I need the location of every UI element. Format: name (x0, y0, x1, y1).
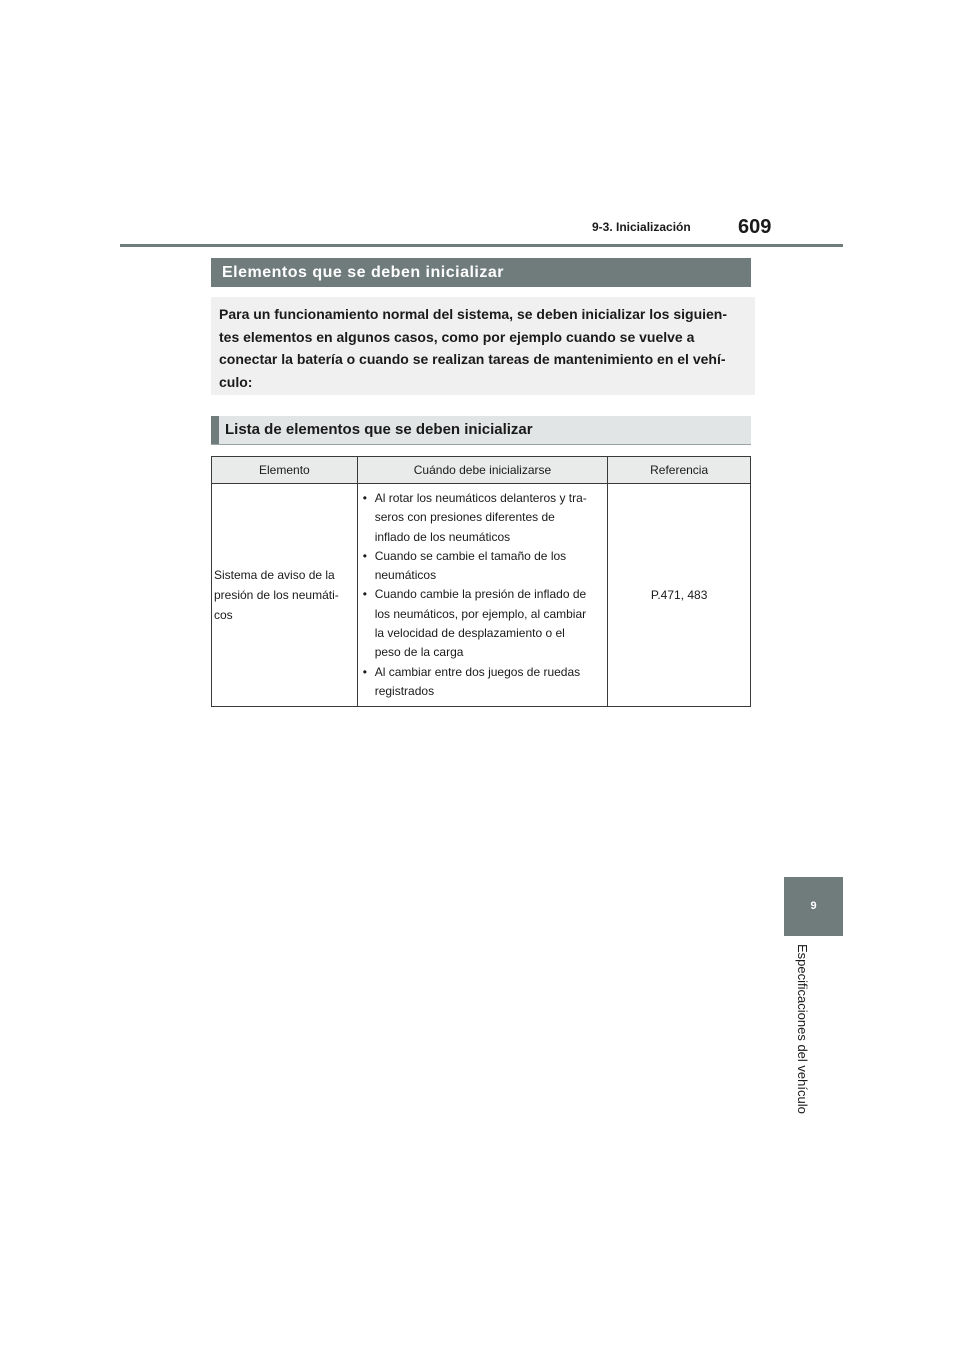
header-reference: Referencia (608, 457, 751, 484)
subtitle-bar (211, 416, 751, 445)
item-line: Al cambiar entre dos juegos de ruedas (374, 664, 581, 679)
cell-reference: P.471, 483 (608, 484, 751, 707)
intro-line: culo: (219, 373, 253, 390)
list-item (362, 489, 604, 547)
initialization-table (211, 456, 751, 707)
item-line: la velocidad de desplazamiento o el (374, 626, 565, 641)
bullet-icon: • (362, 587, 367, 602)
item-line: inflado de los neumáticos (374, 529, 511, 544)
chapter-label: Especificaciones del vehículo (795, 944, 810, 1114)
item-line: Al rotar los neumáticos delanteros y tra- (374, 491, 587, 505)
item-line: Cuando cambie la presión de inflado de (374, 587, 587, 602)
table-row (212, 484, 751, 707)
bullet-icon: • (362, 548, 367, 563)
element-line: presión de los neumáti- (214, 588, 339, 603)
intro-line: tes elementos en algunos casos, como por ejemplo cuando se vuelve a (219, 328, 695, 345)
header-rule (120, 244, 843, 247)
page-title: Elementos que se deben inicializar (211, 258, 751, 287)
chapter-tab: 9 (784, 877, 843, 936)
subtitle: Lista de elementos que se deben inicializar (225, 421, 533, 438)
item-line: neumáticos (374, 568, 437, 583)
list-item (362, 547, 604, 586)
item-line: seros con presiones diferentes de (374, 510, 555, 525)
list-item (362, 663, 604, 702)
bullet-icon: • (362, 491, 367, 505)
element-line: Sistema de aviso de la (214, 568, 335, 583)
header-when: Cuándo debe inicializarse (357, 457, 608, 484)
item-line: registrados (374, 683, 435, 698)
cell-when (357, 484, 608, 707)
item-line: peso de la carga (374, 645, 464, 660)
intro-line: Para un funcionamiento normal del sistema, se deben inicializar los siguien- (219, 306, 728, 322)
cell-element (212, 484, 358, 707)
item-line: Cuando se cambie el tamaño de los (374, 548, 567, 563)
table-header-row (212, 457, 751, 484)
subtitle-accent (211, 416, 219, 444)
header-element: Elemento (212, 457, 358, 484)
page-number: 609 (738, 216, 772, 238)
element-line: cos (214, 608, 233, 623)
intro-line: conectar la batería o cuando se realizan tareas de mantenimiento en el vehí- (219, 351, 726, 367)
list-item (362, 585, 604, 662)
conditions-list (362, 489, 604, 701)
intro-paragraph (211, 297, 755, 395)
bullet-icon: • (362, 664, 367, 679)
item-line: los neumáticos, por ejemplo, al cambiar (374, 606, 587, 621)
section-header: 9-3. Inicialización (592, 220, 691, 234)
